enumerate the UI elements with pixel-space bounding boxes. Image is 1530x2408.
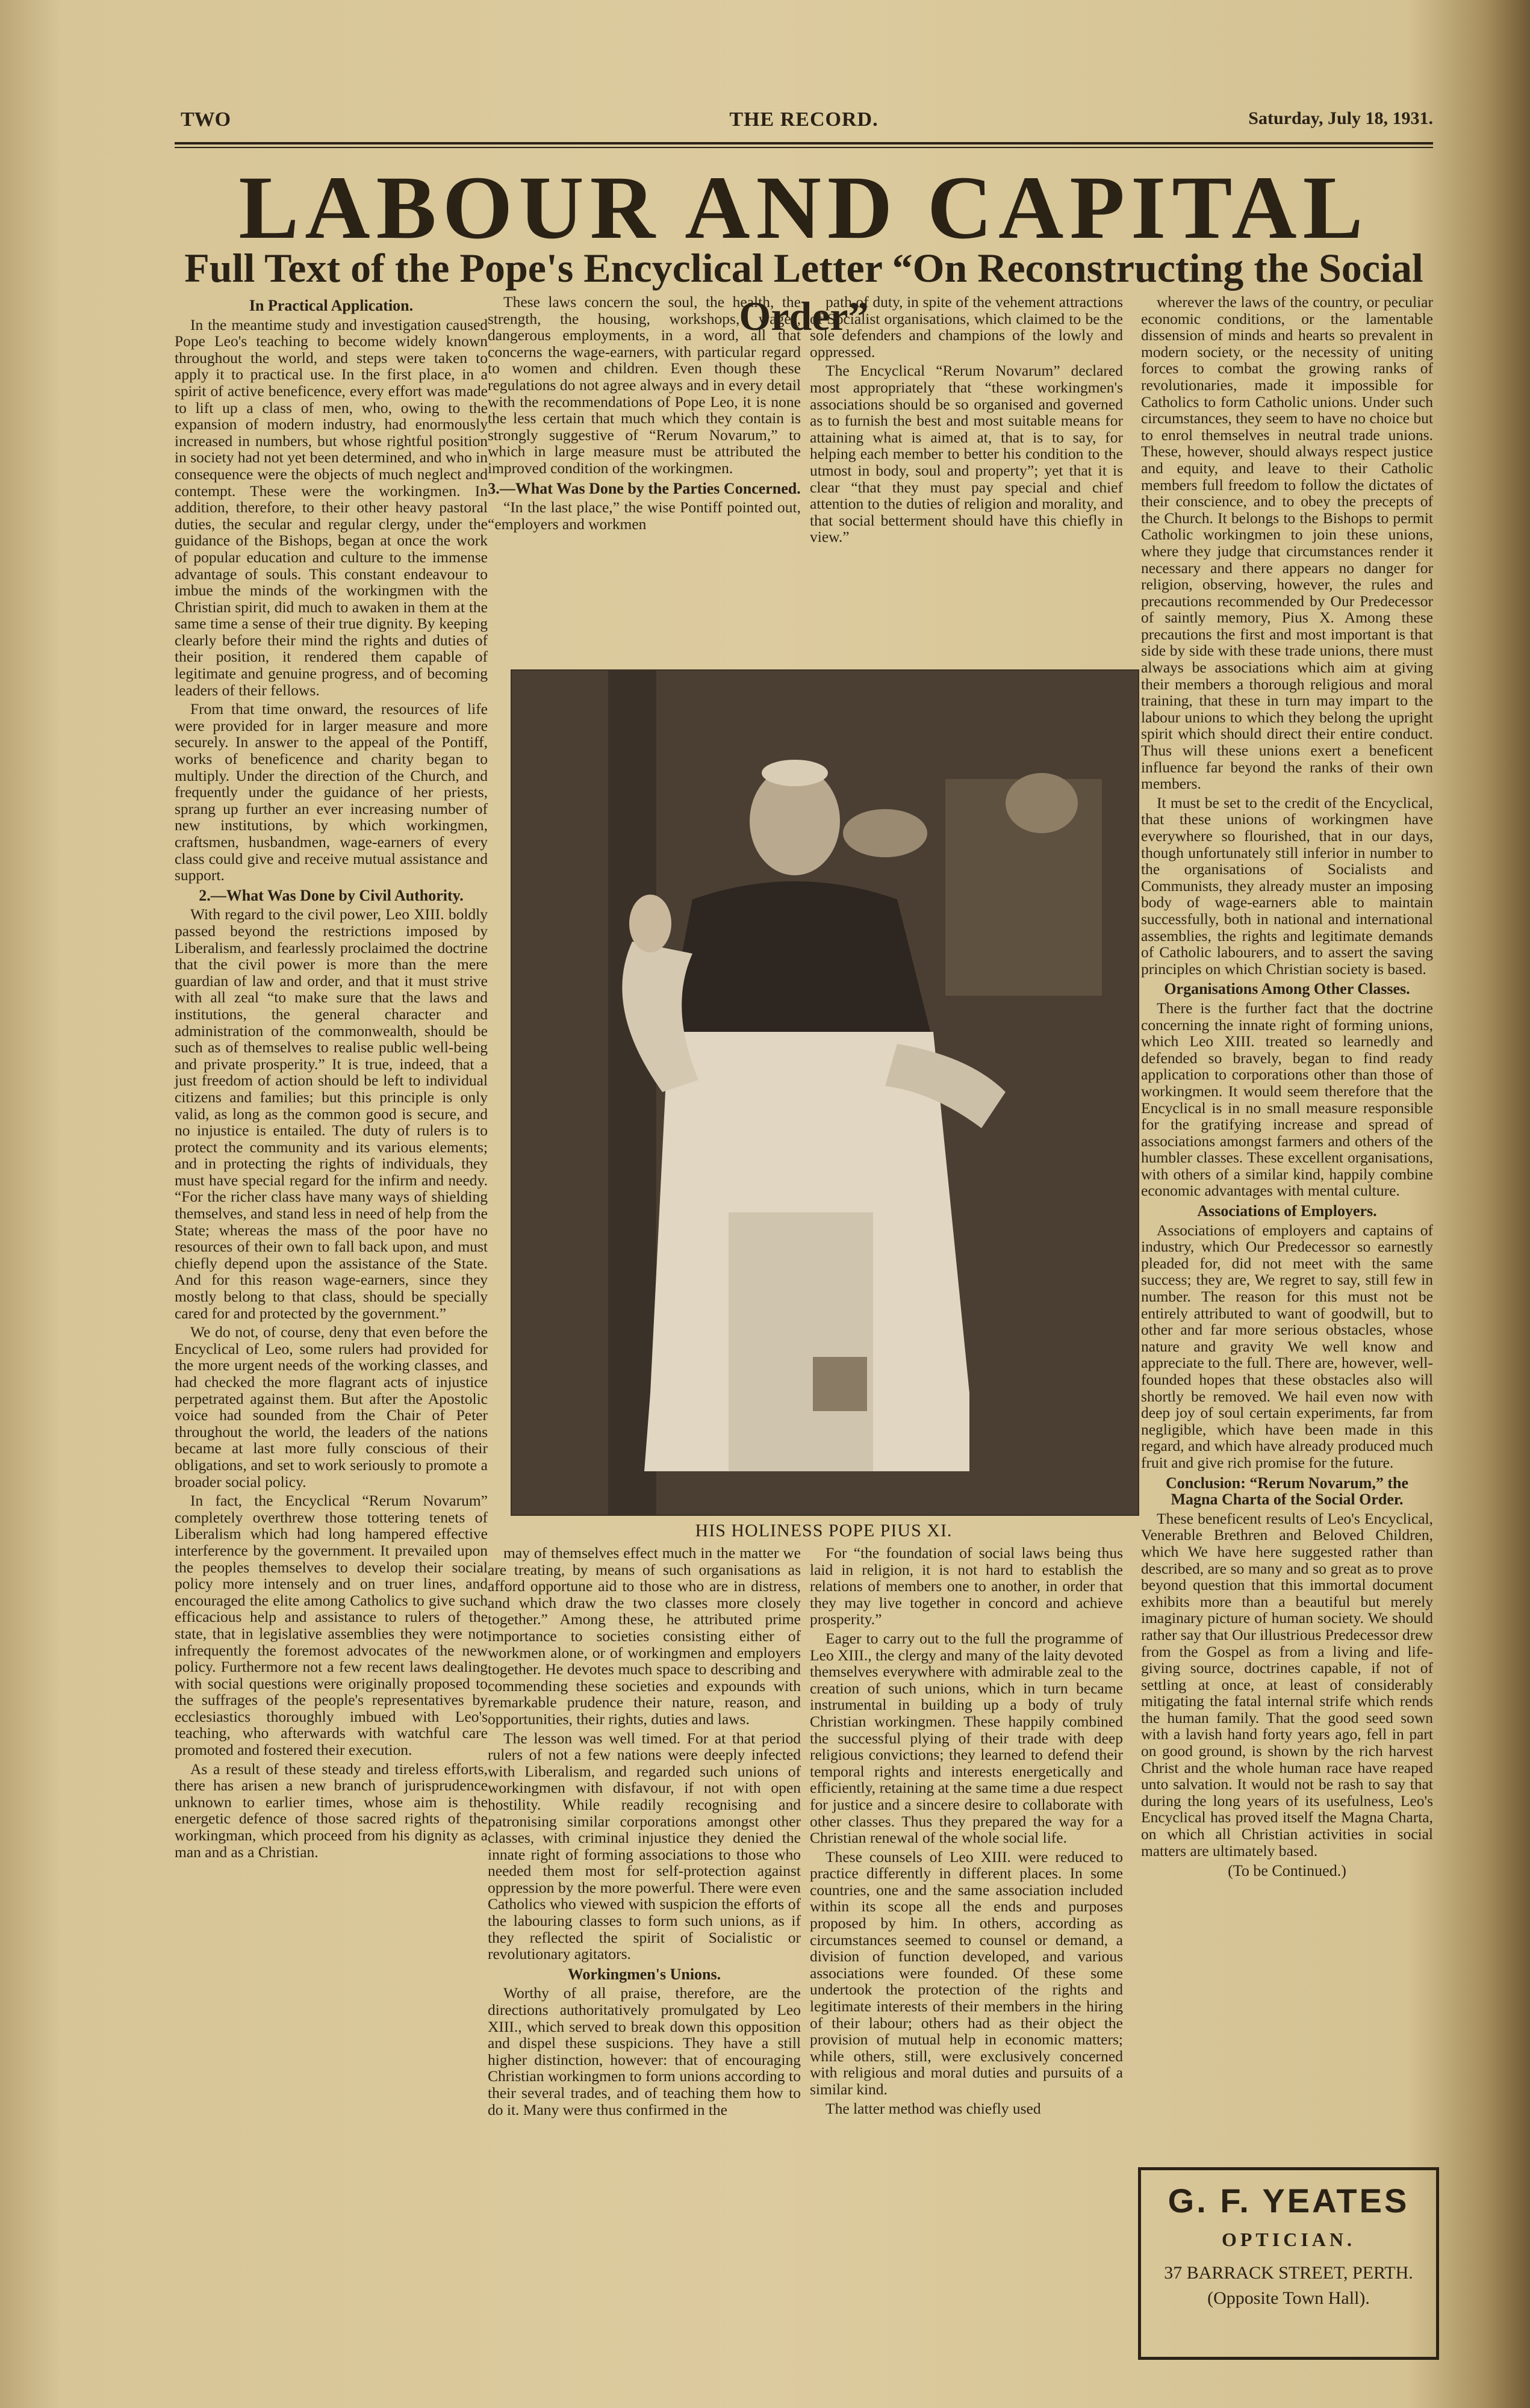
photo-caption: HIS HOLINESS POPE PIUS XI. [695, 1521, 953, 1541]
paragraph: It must be set to the credit of the Encyclical, that these unions of workingmen have everywhere so flourished, that in our days, though unfortunately still inferior in number to the organisations of Socialists and Communists, they already muster an imposing body of wage-earners able to maintain successfully, both in national and international assemblies, the rights and legitimate demands of Catholic labourers, and to assert the saving principles on which Christian society is based. [1141, 793, 1433, 978]
paragraph: We do not, of course, deny that even before the Encyclical of Leo, some rulers had provided for the more urgent needs of the working classes, and had checked the more flagrant acts of injustice perpetrated against them. But after the Apostolic voice had sounded from the Chair of Peter throughout the world, the leaders of the nations became at last more fully conscious of their obligations, and set to work seriously to promote a broader social policy. [175, 1323, 488, 1491]
paragraph: The lesson was well timed. For at that period rulers of not a few nations were deeply infected with Liberalism, and regarded such unions of workingmen with disfavour, if not with open hostility. While readily recognising and patronising similar corporations amongst other classes, with criminal injustice they denied the innate right of forming associations to those who needed them most for self-protection against oppression by the more powerful. There were even Catholics who viewed with suspicion the efforts of the labouring classes to form such unions, as if they reflected the spirit of Socialistic or revolutionary agitators. [488, 1729, 801, 1963]
column-4 [1141, 294, 1433, 1882]
paper-name: THE RECORD. [729, 108, 879, 131]
section-heading: 2.—What Was Done by Civil Authority. [199, 886, 464, 904]
masthead-rule-thin [175, 147, 1433, 148]
paragraph: In fact, the Encyclical “Rerum Novarum” completely overthrew those tottering tenets of Liberalism which had long hampered effective interference by the government. It prevailed upon the peoples themselves to develop their social policy more intensely and on truer lines, and encouraged the elite among Catholics to give such efficacious help and assistance to rulers of the state, that in legislative assemblies they were not infrequently the foremost advocates of the new policy. Furthermore not a few recent laws dealing with social questions were originally proposed to the suffrages of the people's representatives by ecclesiastics thoroughly imbued with Leo's teaching, who afterwards with watchful care promoted and fostered their execution. [175, 1492, 488, 1759]
paragraph: In the meantime study and investigation caused Pope Leo's teaching to become widely known throughout the world, and steps were taken to apply it to practical use. In the first place, in a spirit of active beneficence, every effort was made to lift up a class of men, who, owing to the expansion of modern industry, had enormously increased in numbers, but whose rightful position in society had not yet been determined, and who in consequence were the objects of much neglect and contempt. These were the workingmen. In addition, therefore, to their other heavy pastoral duties, the secular and regular clergy, under the guidance of the Bishops, began at once the work of popular education and culture to the immense advantage of souls. This constant endeavour to imbue the minds of the workingmen with the Christian spirit, did much to awaken in them at the same time a sense of their true dignity. By keeping clearly before their mind the rights and duties of their position, it rendered them capable of legitimate and genuine progress, and of becoming leaders of their fellows. [175, 315, 488, 699]
paragraph: The Encyclical “Rerum Novarum” declared most appropriately that “these workingmen's associations should be so organised and governed as to furnish the best and most suitable means for attaining what is aimed at, that is to say, for helping each member to better his condition to the utmost in body, soul and property”; yet that it is clear “that they must pay special and chief attention to the duties of religion and morality, and that social betterment should have this chiefly in view.” [810, 362, 1123, 546]
paragraph: Associations of employers and captains of industry, which Our Predecessor so earnestly pleaded for, did not meet with the same success; they are, We regret to say, still few in number. The reason for this must not be entirely attributed to want of goodwill, but to other and far more serious obstacles, whose nature and gravity We well know and appreciate to the full. There are, however, well-founded hopes that these obstacles also will shortly be removed. We hail even now with deep joy of soul certain experiments, far from negligible, which have been made in this regard, and which have already produced much fruit and give rich promise for the future. [1141, 1221, 1433, 1471]
masthead [175, 108, 1433, 138]
paragraph: Eager to carry out to the full the programme of Leo XIII., the clergy and many of the laity devoted themselves everywhere with admirable zeal to the creation of such unions, which in turn became instrumental in building up a body of truly Christian workingmen. These happily combined the successful plying of their trade with deep religious convictions; they learned to defend their temporal rights and interests energetically and efficiently, retaining at the same time a due respect for justice and a sincere desire to collaborate with other classes. Thus they prepared the way for a Christian renewal of the whole social life. [810, 1629, 1123, 1847]
section-heading: In Practical Application. [249, 297, 414, 314]
page-number: TWO [181, 108, 231, 131]
paragraph: From that time onward, the resources of life were provided for in larger measure and more securely. In answer to the appeal of the Pontiff, works of beneficence and charity began to multiply. Under the direction of the Church, and frequently under the guidance of her priests, sprang up further an ever increasing number of new institutions, by which workingmen, craftsmen, husbandmen, wage-earners of every class could give and receive mutual assistance and support. [175, 700, 488, 884]
paragraph: There is the further fact that the doctrine concerning the innate right of forming unions, which Leo XIII. treated so learnedly and defended so bravely, began to find ready application to corporations other than those of workingmen. It would seem therefore that the Encyclical is in no small measure responsible for the gratifying increase and spread of associations amongst farmers and others of the humbler classes. These excellent organisations, with others of a similar kind, happily combine economic advantages with mental culture. [1141, 999, 1433, 1200]
paragraph: These laws concern the soul, the health, the strength, the housing, workshops, wages, dangerous employments, in a word, all that concerns the wage-earners, with particular regard to women and children. Even though these regulations do not agree always and in every detail with the recommendations of Pope Leo, it is none the less certain that much which they contain is strongly suggestive of “Rerum Novarum,” to which in large measure must be attributed the improved condition of the workingmen. [488, 293, 801, 477]
paragraph: For “the foundation of social laws being thus laid in religion, it is not hard to establish the relations of members one to another, in order that they may live together in concord and achieve prosperity.” [810, 1544, 1123, 1628]
headline: LABOUR AND CAPITAL [238, 158, 1369, 258]
column-2-bottom [488, 1545, 801, 2120]
ad-location-note: (Opposite Town Hall). [1207, 2288, 1370, 2308]
column-2-top [488, 294, 801, 535]
paragraph: wherever the laws of the country, or peculiar economic conditions, or the lamentable dissension of minds and hearts so prevalent in modern society, or the necessity of uniting forces to combat the growing ranks of revolutionaries, made it impossible for Catholics to form Catholic unions. Under such circumstances, they seem to have no choice but to enrol themselves in neutral trade unions. These, however, should always respect justice and equity, and leave to their Catholic members full freedom to follow the dictates of their conscience, and to obey the precepts of the Church. It belongs to the Bishops to permit Catholic workingmen to join these unions, where they judge that circumstances render it necessary and there appears no danger for religion, observing, however, the rules and precautions recommended by Our Predecessor of saintly memory, Pius X. Among these precautions the first and most important is that side by side with these trade unions, there must always be associations which aim at giving their members a thorough religious and moral training, that these in turn may impart to the labour unions to which they belong the upright spirit which should direct their entire conduct. Thus will these unions exert a beneficent influence far beyond the ranks of their own members. [1141, 293, 1433, 793]
paragraph: As a result of these steady and tireless efforts, there has arisen a new branch of jurisprudence unknown to earlier times, whose aim is the energetic defence of those sacred rights of the workingman, which proceed from his dignity as a man and as a Christian. [175, 1760, 488, 1861]
subheadline: Full Text of the Pope's Encyclical Letter “On Reconstructing the Social Order” [184, 245, 1423, 339]
continued-note: (To be Continued.) [1228, 1862, 1346, 1880]
paragraph: These beneficent results of Leo's Encyclical, Venerable Brethren and Beloved Children, which We have here suggested rather than described, are so many and so great as to prove beyond question that this immortal document exhibits more than a beautiful but merely imaginary picture of human society. We should rather say that Our illustrious Predecessor drew from the Gospel as from a living and life-giving source, doctrines capable, if not of settling at once, at least of considerably mitigating the fatal internal strife which rends the human family. That the good seed sown with a lavish hand forty years ago, fell in part on good ground, is shown by the rich harvest Christ and the whole human race have reaped unto salvation. It would not be rash to say that during the long years of its usefulness, Leo's Encyclical has proved itself the Magna Charta, on which all Christian activities in social matters are ultimately based. [1141, 1509, 1433, 1860]
section-heading: Workingmen's Unions. [567, 1965, 721, 1983]
paragraph: path of duty, in spite of the vehement attractions of Socialist organisations, which claimed to be the sole defenders and champions of the lowly and oppressed. [810, 293, 1123, 361]
section-heading: Conclusion: “Rerum Novarum,” the Magna Charta of the Social Order. [1166, 1474, 1408, 1509]
masthead-rule [175, 142, 1433, 144]
paragraph: “In the last place,” the wise Pontiff pointed out, “employers and workmen [488, 498, 801, 533]
portrait-illustration [512, 671, 1138, 1515]
issue-date: Saturday, July 18, 1931. [1248, 108, 1433, 128]
paragraph: may of themselves effect much in the matter we are treating, by means of such organisations as afford opportune aid to those who are in distress, and which draw the two classes more closely together.” Among these, he attributed prime importance to societies consisting either of workmen alone, or of workingmen and employers together. He devotes much space to describing and commending these societies and expounds with remarkable prudence their nature, reason, and opportunities, their rights, duties and laws. [488, 1544, 801, 1728]
ad-business-name: G. F. YEATES [1168, 2182, 1410, 2220]
column-1 [175, 294, 488, 1863]
section-heading: 3.—What Was Done by the Parties Concerned. [488, 479, 801, 497]
section-heading: Associations of Employers. [1197, 1202, 1377, 1220]
section-heading: Organisations Among Other Classes. [1164, 980, 1410, 998]
ad-address: 37 BARRACK STREET, PERTH. [1164, 2263, 1413, 2283]
pope-portrait-photo [511, 669, 1139, 1516]
paragraph: Worthy of all praise, therefore, are the directions authoritatively promulgated by Leo XIII., which served to break down this opposition and dispel these suspicions. They have a still higher distinction, however: that of encouraging Christian workingmen to form unions according to their several trades, and of teaching them how to do it. Many were thus confirmed in the [488, 1984, 801, 2118]
ad-profession: OPTICIAN. [1221, 2229, 1355, 2250]
paragraph: With regard to the civil power, Leo XIII. boldly passed beyond the restrictions imposed by Liberalism, and fearlessly proclaimed the doctrine that the civil power is more than the mere guardian of law and order, and that it must strive with all zeal “to make sure that the laws and institutions, the general character and administration of the commonwealth, should be such as of themselves to realise public well-being and private prosperity.” It is true, indeed, that a just freedom of action should be left to individual citizens and families; but this principle is only valid, as long as the common good is secure, and no injustice is entailed. The duty of rulers is to protect the community and its various elements; and in protecting the rights of individuals, they must have special regard for the infirm and needy. “For the richer class have many ways of shielding themselves, and stand less in need of help from the State; whereas the mass of the poor have no resources of their own to fall back upon, and must chiefly depend upon the assistance of the State. And for this reason wage-earners, since they mostly belong to that class, should be specially cared for and protected by the government.” [175, 905, 488, 1322]
optician-advertisement [1138, 2167, 1439, 2360]
column-3-top [810, 294, 1123, 548]
paragraph: The latter method was chiefly used [826, 2099, 1041, 2117]
paragraph: These counsels of Leo XIII. were reduced to practice differently in different places. In some countries, one and the same association included within its scope all the ends and purposes proposed by him. In others, according as circumstances seemed to counsel or demand, a division of function developed, and various associations were founded. Of these some undertook the protection of the rights and legitimate interests of their members in the hiring of their labour; others had as their object the provision of mutual help in economic matters; while others, still, were exclusively concerned with religious and moral duties and pursuits of a similar kind. [810, 1848, 1123, 2098]
column-3-bottom [810, 1545, 1123, 2119]
